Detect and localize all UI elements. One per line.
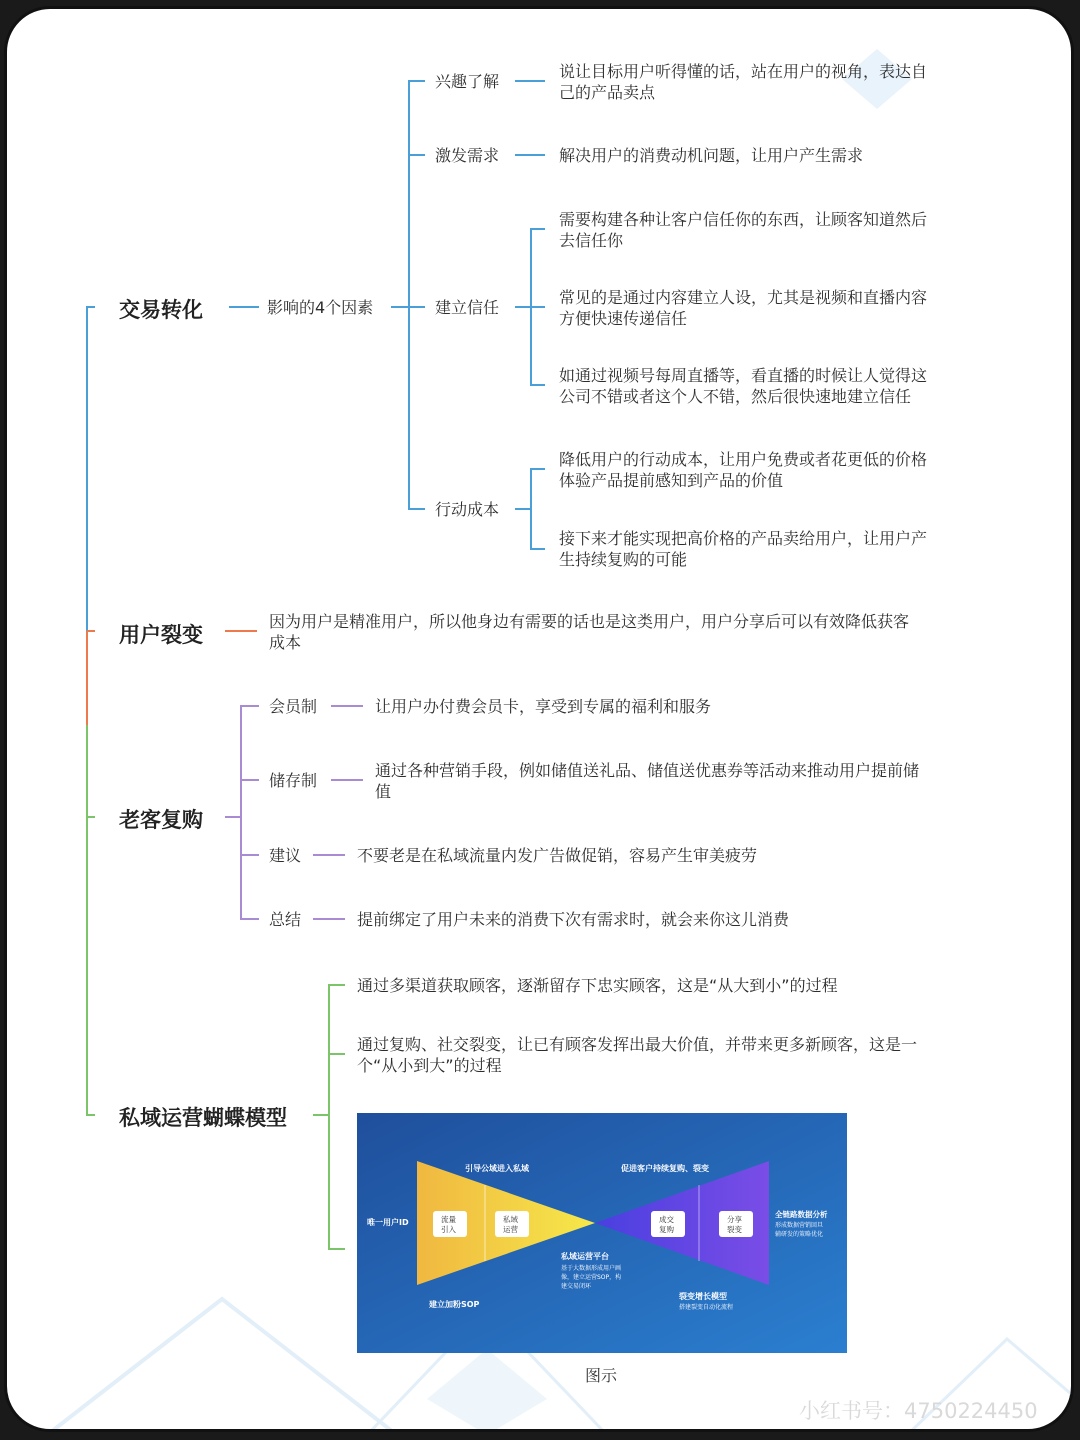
fig-bottom-right-title: 裂变增长模型 bbox=[679, 1292, 727, 1301]
fission-desc-line1: 因为用户是精准用户，所以他身边有需要的话也是这类用户，用户分享后可以有效降低获客 bbox=[269, 612, 910, 631]
fig-box2-l1: 私域 bbox=[503, 1215, 518, 1224]
fig-center-title: 私域运营平台 bbox=[561, 1252, 609, 1261]
fig-box4-l2: 裂变 bbox=[727, 1225, 742, 1234]
cost-item-1-line1: 降低用户的行动成本，让用户免费或者花更低的价格 bbox=[559, 450, 928, 469]
branch-title-repurchase: 老客复购 bbox=[119, 808, 203, 832]
trust-item-1-line1: 需要构建各种让客户信任你的东西，让顾客知道然后 bbox=[559, 210, 928, 229]
trust-item-1-line2: 去信任你 bbox=[559, 231, 624, 250]
fig-right-title: 全链路数据分析 bbox=[775, 1210, 828, 1219]
demand-label: 激发需求 bbox=[435, 146, 500, 165]
demand-desc: 解决用户的消费动机问题，让用户产生需求 bbox=[559, 146, 864, 165]
trust-item-3-line1: 如通过视频号每周直播等，看直播的时候让人觉得这 bbox=[559, 366, 928, 385]
fission-desc-line2: 成本 bbox=[269, 633, 302, 652]
stored-value-label: 储存制 bbox=[269, 771, 318, 790]
fig-center-desc-3: 建交易闭环 bbox=[561, 1283, 592, 1290]
summary-desc: 提前绑定了用户未来的消费下次有需求时，就会来你这儿消费 bbox=[357, 910, 790, 929]
branch-title-butterfly: 私域运营蝴蝶模型 bbox=[119, 1106, 287, 1130]
fig-box4-l1: 分享 bbox=[727, 1215, 742, 1224]
mindmap-frame bbox=[4, 6, 1074, 1432]
trust-item-3-line2: 公司不错或者这个人不错，然后很快速地建立信任 bbox=[559, 387, 912, 406]
interest-desc-line1: 说让目标用户听得懂的话，站在用户的视角，表达自 bbox=[559, 62, 928, 81]
cost-item-2-line1: 接下来才能实现把高价格的产品卖给用户，让用户产 bbox=[559, 529, 928, 548]
fig-box3-l1: 成交 bbox=[659, 1215, 674, 1224]
trust-label: 建立信任 bbox=[435, 298, 500, 317]
butterfly-model-figure bbox=[357, 1113, 847, 1353]
cost-label: 行动成本 bbox=[435, 500, 500, 519]
advice-desc: 不要老是在私域流量内发广告做促销，容易产生审美疲劳 bbox=[357, 846, 758, 865]
cost-item-2-line2: 生持续复购的可能 bbox=[559, 550, 688, 569]
fig-right-desc-1: 形成数据营销回旦 bbox=[775, 1222, 824, 1229]
summary-label: 总结 bbox=[269, 910, 302, 929]
trust-item-2-line2: 方便快速传递信任 bbox=[559, 309, 688, 328]
fig-center-desc-1: 基于大数据形成用户画 bbox=[561, 1265, 622, 1272]
fig-right-desc-2: 辅研发的策略优化 bbox=[775, 1231, 824, 1238]
fig-top-left: 引导公域进入私域 bbox=[465, 1164, 529, 1173]
cost-item-1-line2: 体验产品提前感知到产品的价值 bbox=[559, 471, 784, 490]
membership-label: 会员制 bbox=[269, 697, 318, 716]
butterfly-item-1: 通过多渠道获取顾客，逐渐留存下忠实顾客，这是“从大到小”的过程 bbox=[357, 976, 838, 995]
watermark: 小红书号：4750224450 bbox=[799, 1399, 1038, 1423]
interest-desc-line2: 己的产品卖点 bbox=[559, 83, 656, 102]
fig-box2-l2: 运营 bbox=[503, 1225, 518, 1234]
fig-bottom-right-desc: 搭建裂变自动化流程 bbox=[679, 1304, 734, 1311]
stored-value-desc-line2: 值 bbox=[375, 782, 392, 801]
figure-caption: 图示 bbox=[585, 1366, 618, 1385]
fig-box1-l1: 流量 bbox=[441, 1215, 456, 1224]
butterfly-item-2-line1: 通过复购、社交裂变，让已有顾客发挥出最大价值，并带来更多新顾客，这是一 bbox=[357, 1035, 918, 1054]
interest-label: 兴趣了解 bbox=[435, 72, 500, 91]
butterfly-item-2-line2: 个“从小到大”的过程 bbox=[357, 1056, 502, 1075]
fig-box3-l2: 复购 bbox=[659, 1225, 674, 1234]
fig-box1-l2: 引入 bbox=[441, 1225, 456, 1234]
stored-value-desc-line1: 通过各种营销手段，例如储值送礼品、储值送优惠券等活动来推动用户提前储 bbox=[375, 761, 920, 780]
advice-label: 建议 bbox=[269, 846, 302, 865]
conversion-factor-label: 影响的4个因素 bbox=[267, 298, 374, 317]
fig-center-desc-2: 像，建立运营SOP，构 bbox=[561, 1274, 622, 1281]
trust-item-2-line1: 常见的是通过内容建立人设，尤其是视频和直播内容 bbox=[559, 288, 928, 307]
fig-left-id: 唯一用户ID bbox=[367, 1218, 409, 1227]
fig-bottom-left: 建立加粉SOP bbox=[429, 1300, 480, 1309]
fig-top-right: 促进客户持续复购、裂变 bbox=[621, 1164, 709, 1173]
branch-title-fission: 用户裂变 bbox=[119, 623, 203, 647]
membership-desc: 让用户办付费会员卡，享受到专属的福利和服务 bbox=[375, 697, 712, 716]
branch-title-conversion: 交易转化 bbox=[119, 298, 203, 322]
